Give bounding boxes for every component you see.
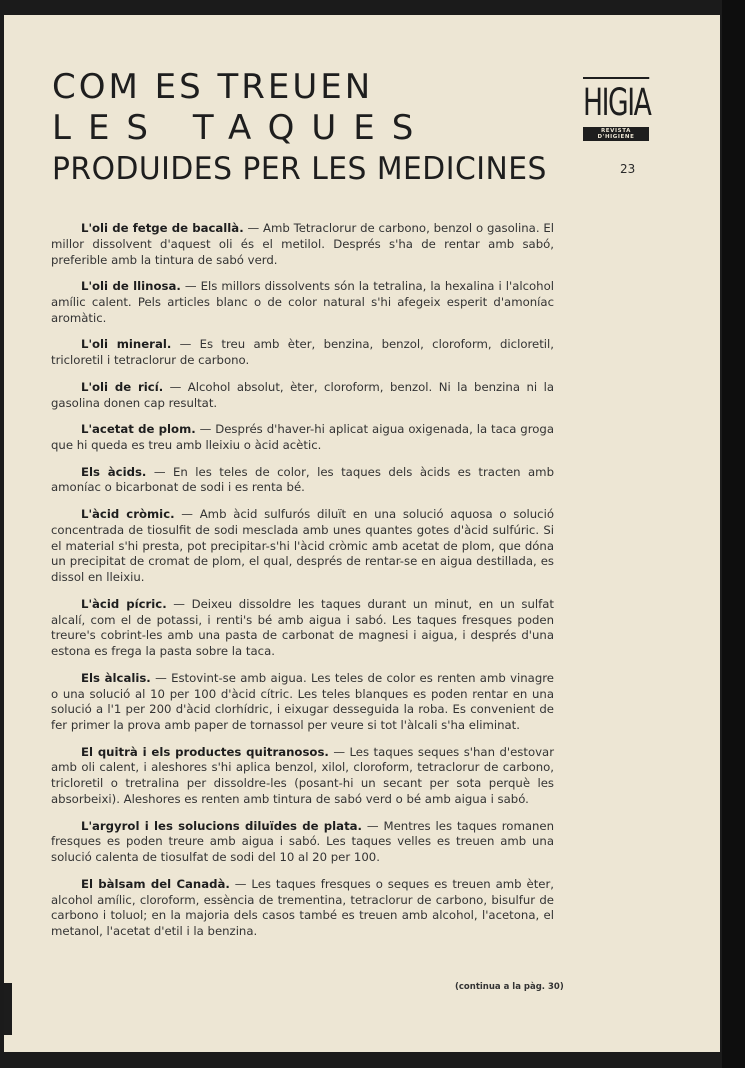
title-line-1: COM ES TREUEN <box>52 67 374 107</box>
paragraph <box>51 380 554 412</box>
paragraph-lead: L'àcid pícric. <box>81 596 167 611</box>
paragraph-lead: L'oli de fetge de bacallà. <box>81 221 244 235</box>
logo-subtitle: REVISTA D'HIGIENE <box>583 127 649 141</box>
paragraph-lead: L'argyrol i les solucions diluïdes de plata. <box>81 818 362 833</box>
page-number: 23 <box>620 162 636 176</box>
paragraph <box>51 465 554 497</box>
paragraph <box>51 877 554 940</box>
paragraph-lead: Els àcids. <box>81 464 147 479</box>
continuation-note: (continua a la pàg. 30) <box>455 982 564 992</box>
paragraph-text: — Amb àcid sulfurós diluït en una solució aquosa o solució concentrada de tiosulfit de sodi mesclada amb unes quantes gotes d'àcid sulfúric. Si el material s'hi presta, pot precipitar-s'hi l'àcid cròmic amb acetat de plom, que dóna un precipitat de cromat de plom, el qual, després de rentar-se en aigua destillada, es dissol en lleixiu. <box>51 506 554 585</box>
paragraph-lead: L'oli de llinosa. <box>81 279 181 294</box>
paragraph <box>51 597 554 660</box>
paragraph-text: — Els millors dissolvents són la tetralina, la hexalina i l'alcohol amílic calent. Pels articles blanc o de color natural s'hi afegeix esperit d'amoníac aromàtic. <box>51 279 554 325</box>
paragraph-text: — Es treu amb èter, benzina, benzol, cloroform, dicloretil, tricloretil i tetraclorur de carbono. <box>51 337 554 368</box>
higia-logo <box>583 77 649 141</box>
paragraph-text: — Estovint-se amb aigua. Les teles de color es renten amb vinagre o una solució al 10 per 100 d'àcid cítric. Les teles blanques es poden rentar en una solució a l'1 per 200 d'àcid clorhídric, i eixugar desseguida la roba. Es convenient de fer primer la prova amb paper de tornassol per veure si tot l'àlcali s'ha eliminat. <box>51 670 554 733</box>
paragraph-text: — Les taques seques s'han d'estovar amb oli calent, i aleshores s'hi aplica benzol, xilol, cloroform, tetraclorur de carbono, tricloretil o tretralina per dissoldre-les (posant-hi un secant per sota perquè les absorbeixi). Aleshores es renten amb tintura de sabó verd o bé amb aigua i sabó. <box>51 744 555 807</box>
title-line-2: LES TAQUES <box>52 108 431 148</box>
paragraph <box>51 819 554 866</box>
paragraph-text: — En les teles de color, les taques dels àcids es tracten amb amoníac o bicarbonat de sodi i es renta bé. <box>51 464 554 495</box>
paragraph-text: — Les taques fresques o seques es treuen amb èter, alcohol amílic, cloroform, essència de trementina, tetraclorur de carbono, bisulfur de carbono i toluol; en la majoria dels casos també es treuen amb alcohol, l'acetona, el metanol, l'acetat d'etil i la benzina. <box>51 876 554 939</box>
paragraph-text: — Deixeu dissoldre les taques durant un minut, en un sulfat alcalí, com el de potassi, i renti's bé amb aigua i sabó. Les taques fresques poden treure's cobrint-les amb una pasta de carbonat de magnesi i aigua, i després d'una estona es frega la pasta sobre la taca. <box>51 596 554 659</box>
article-title <box>52 67 567 190</box>
paragraph-lead: Els àlcalis. <box>81 670 151 685</box>
binding-edge <box>4 983 12 1035</box>
paragraph-text: — Després d'haver-hi aplicat aigua oxigenada, la taca groga que hi queda es treu amb lleixiu o àcid acètic. <box>51 422 554 452</box>
title-line-3: PRODUIDES PER LES MEDICINES <box>52 151 547 187</box>
paragraph-lead: L'oli mineral. <box>81 337 172 352</box>
paragraph-text: — Alcohol absolut, èter, cloroform, benzol. Ni la benzina ni la gasolina donen cap resultat. <box>51 379 554 410</box>
paragraph <box>51 221 554 268</box>
paragraph <box>51 671 554 734</box>
paragraph-text: — Mentres les taques romanen fresques es poden treure amb aigua i sabó. Les taques velles es treuen amb una solució calenta de tiosulfat de sodi del 10 al 20 per 100. <box>51 818 554 865</box>
paragraph <box>51 745 554 808</box>
logo-word: HIGIA <box>583 77 649 127</box>
paragraph-lead: El bàlsam del Canadà. <box>81 876 230 891</box>
article-body <box>51 221 554 951</box>
paragraph-lead: L'oli de ricí. <box>81 379 164 394</box>
paragraph <box>51 337 554 369</box>
paragraph <box>51 507 554 586</box>
paragraph-lead: El quitrà i els productes quitranosos. <box>81 744 329 759</box>
paragraph-text: — Amb Tetraclorur de carbono, benzol o gasolina. El millor dissolvent d'aquest oli és el metilol. Després s'ha de rentar amb sabó, preferible amb la tintura de sabó verd. <box>51 221 554 267</box>
paragraph-lead: L'àcid cròmic. <box>81 506 175 521</box>
paragraph <box>51 279 554 326</box>
page-edge-right <box>722 0 745 1068</box>
paragraph <box>51 422 554 454</box>
magazine-page <box>4 15 720 1052</box>
paragraph-lead: L'acetat de plom. <box>81 422 196 437</box>
